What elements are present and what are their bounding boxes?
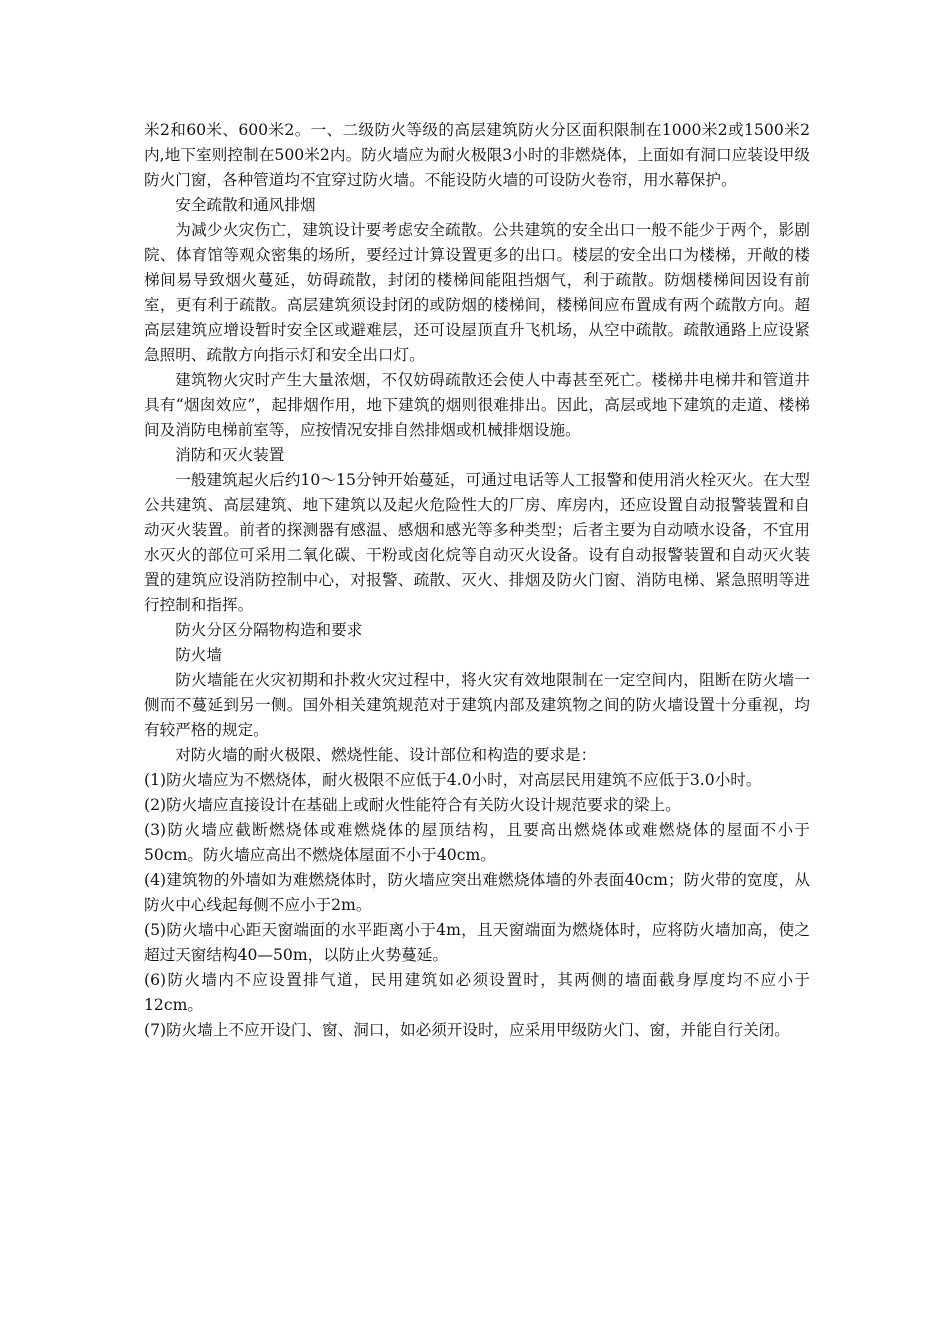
heading-partition-structure: 防火分区分隔物构造和要求	[175, 621, 363, 639]
list-item-5: (5)防火墙中心距天窗端面的水平距离小于4m，且天窗端面为燃烧体时，应将防火墙加高，使之超过天窗结构40—50m，以防止火势蔓延。	[144, 921, 810, 964]
heading-safe-evacuation: 安全疏散和通风排烟	[175, 196, 316, 214]
document-body	[144, 118, 810, 1043]
list-item-6: (6)防火墙内不应设置排气道，民用建筑如必须设置时，其两侧的墙面截身厚度均不应小于12cm。	[144, 971, 810, 1014]
paragraph-firewall-intro: 防火墙能在火灾初期和扑救火灾过程中，将火灾有效地限制在一定空间内，阻断在防火墙一侧而不蔓延到另一侧。国外相关建筑规范对于建筑内部及建筑物之间的防火墙设置十分重视，均有较严格的规定。	[144, 671, 810, 739]
heading-fire-fighting: 消防和灭火装置	[175, 446, 285, 464]
heading-firewall: 防火墙	[175, 646, 222, 664]
paragraph-firewall-requirements: 对防火墙的耐火极限、燃烧性能、设计部位和构造的要求是：	[175, 746, 597, 764]
paragraph-smoke-exhaust: 建筑物火灾时产生大量浓烟，不仅妨碍疏散还会使人中毒甚至死亡。楼梯井电梯井和管道井具有“烟囱效应”，起排烟作用，地下建筑的烟则很难排出。因此，高层或地下建筑的走道、楼梯间及消防电梯前室等，应按情况安排自然排烟或机械排烟设施。	[144, 371, 810, 439]
list-item-4: (4)建筑物的外墙如为难燃烧体时，防火墙应突出难燃烧体墙的外表面40cm；防火带的宽度，从防火中心线起每侧不应小于2m。	[144, 871, 810, 914]
list-item-1: (1)防火墙应为不燃烧体，耐火极限不应低于4.0小时，对高层民用建筑不应低于3.0小时。	[144, 771, 762, 789]
paragraph-fire-fighting: 一般建筑起火后约10～15分钟开始蔓延，可通过电话等人工报警和使用消火栓灭火。在大型公共建筑、高层建筑、地下建筑以及起火危险性大的厂房、库房内，还应设置自动报警装置和自动灭火装置。前者的探测器有感温、感烟和感光等多种类型；后者主要为自动喷水设备，不宜用水灭火的部位可采用二氧化碳、干粉或卤化烷等自动灭火设备。设有自动报警装置和自动灭火装置的建筑应设消防控制中心，对报警、疏散、灭火、排烟及防火门窗、消防电梯、紧急照明等进行控制和指挥。	[144, 471, 810, 614]
list-item-3: (3)防火墙应截断燃烧体或难燃烧体的屋顶结构，且要高出燃烧体或难燃烧体的屋面不小于50cm。防火墙应高出不燃烧体屋面不小于40cm。	[144, 821, 810, 864]
list-item-2: (2)防火墙应直接设计在基础上或耐火性能符合有关防火设计规范要求的梁上。	[144, 796, 681, 814]
list-item-7: (7)防火墙上不应开设门、窗、洞口，如必须开设时，应采用甲级防火门、窗，并能自行关闭。	[144, 1021, 790, 1039]
paragraph-evacuation: 为减少火灾伤亡，建筑设计要考虑安全疏散。公共建筑的安全出口一般不能少于两个，影剧院、体育馆等观众密集的场所，要经过计算设置更多的出口。楼层的安全出口为楼梯，开敞的楼梯间易导致烟火蔓延，妨碍疏散，封闭的楼梯间能阻挡烟气，利于疏散。防烟楼梯间因设有前室，更有利于疏散。高层建筑须设封闭的或防烟的楼梯间，楼梯间应布置成有两个疏散方向。超高层建筑应增设暂时安全区或避难层，还可设屋顶直升飞机场，从空中疏散。疏散通路上应设紧急照明、疏散方向指示灯和安全出口灯。	[144, 221, 810, 364]
paragraph-fire-partition-area: 米2和60米、600米2。一、二级防火等级的高层建筑防火分区面积限制在1000米2或1500米2内,地下室则控制在500米2内。防火墙应为耐火极限3小时的非燃烧体，上面如有洞口应装设甲级防火门窗，各种管道均不宜穿过防火墙。不能设防火墙的可设防火卷帘，用水幕保护。	[144, 121, 810, 189]
